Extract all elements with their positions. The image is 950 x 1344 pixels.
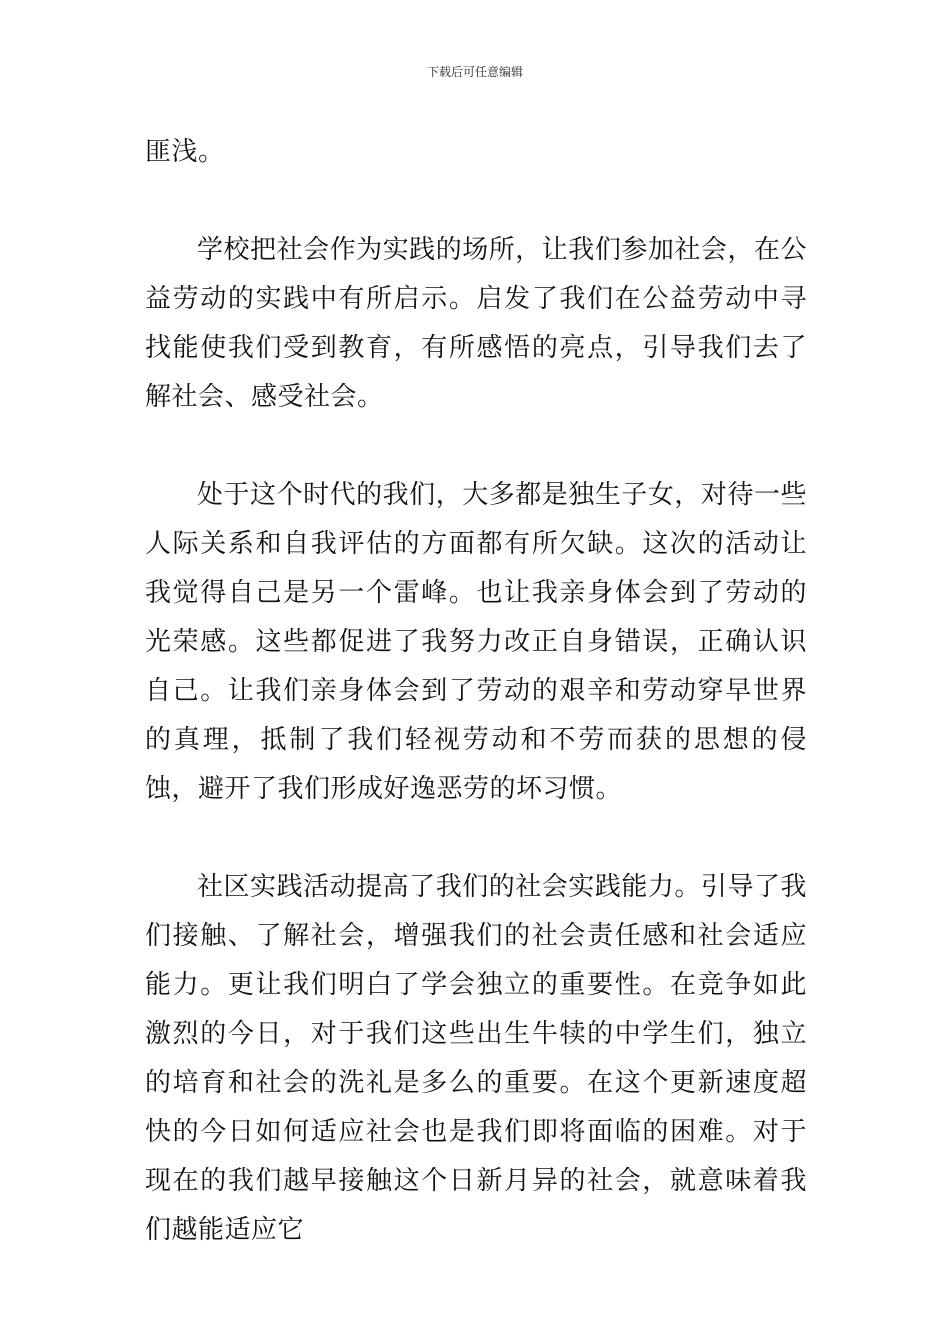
- document-body: [145, 128, 807, 1255]
- page-header: 下载后可任意编辑: [426, 65, 523, 79]
- paragraph-3: 处于这个时代的我们，大多都是独生子女，对待一些人际关系和自我评估的方面都有所欠缺。这次的活动让我觉得自己是另一个雷峰。也让我亲身体会到了劳动的光荣感。这些都促进了我努力改正自身错误，正确认识自己。让我们亲身体会到了劳动的艰辛和劳动穿早世界的真理，抵制了我们轻视劳动和不劳而获的思想的侵蚀，避开了我们形成好逸恶劳的坏习惯。: [145, 480, 807, 804]
- paragraph-1: 匪浅。: [145, 137, 225, 167]
- paragraph-4: 社区实践活动提高了我们的社会实践能力。引导了我们接触、了解社会，增强我们的社会责任感和社会适应能力。更让我们明白了学会独立的重要性。在竞争如此激烈的今日，对于我们这些出生牛犊的中学生们，独立的培育和社会的洗礼是多么的重要。在这个更新速度超快的今日如何适应社会也是我们即将面临的困难。对于现在的我们越早接触这个日新月异的社会，就意味着我们越能适应它: [145, 872, 807, 1245]
- paragraph-2: 学校把社会作为实践的场所，让我们参加社会，在公益劳动的实践中有所启示。启发了我们在公益劳动中寻找能使我们受到教育，有所感悟的亮点，引导我们去了解社会、感受社会。: [145, 235, 807, 412]
